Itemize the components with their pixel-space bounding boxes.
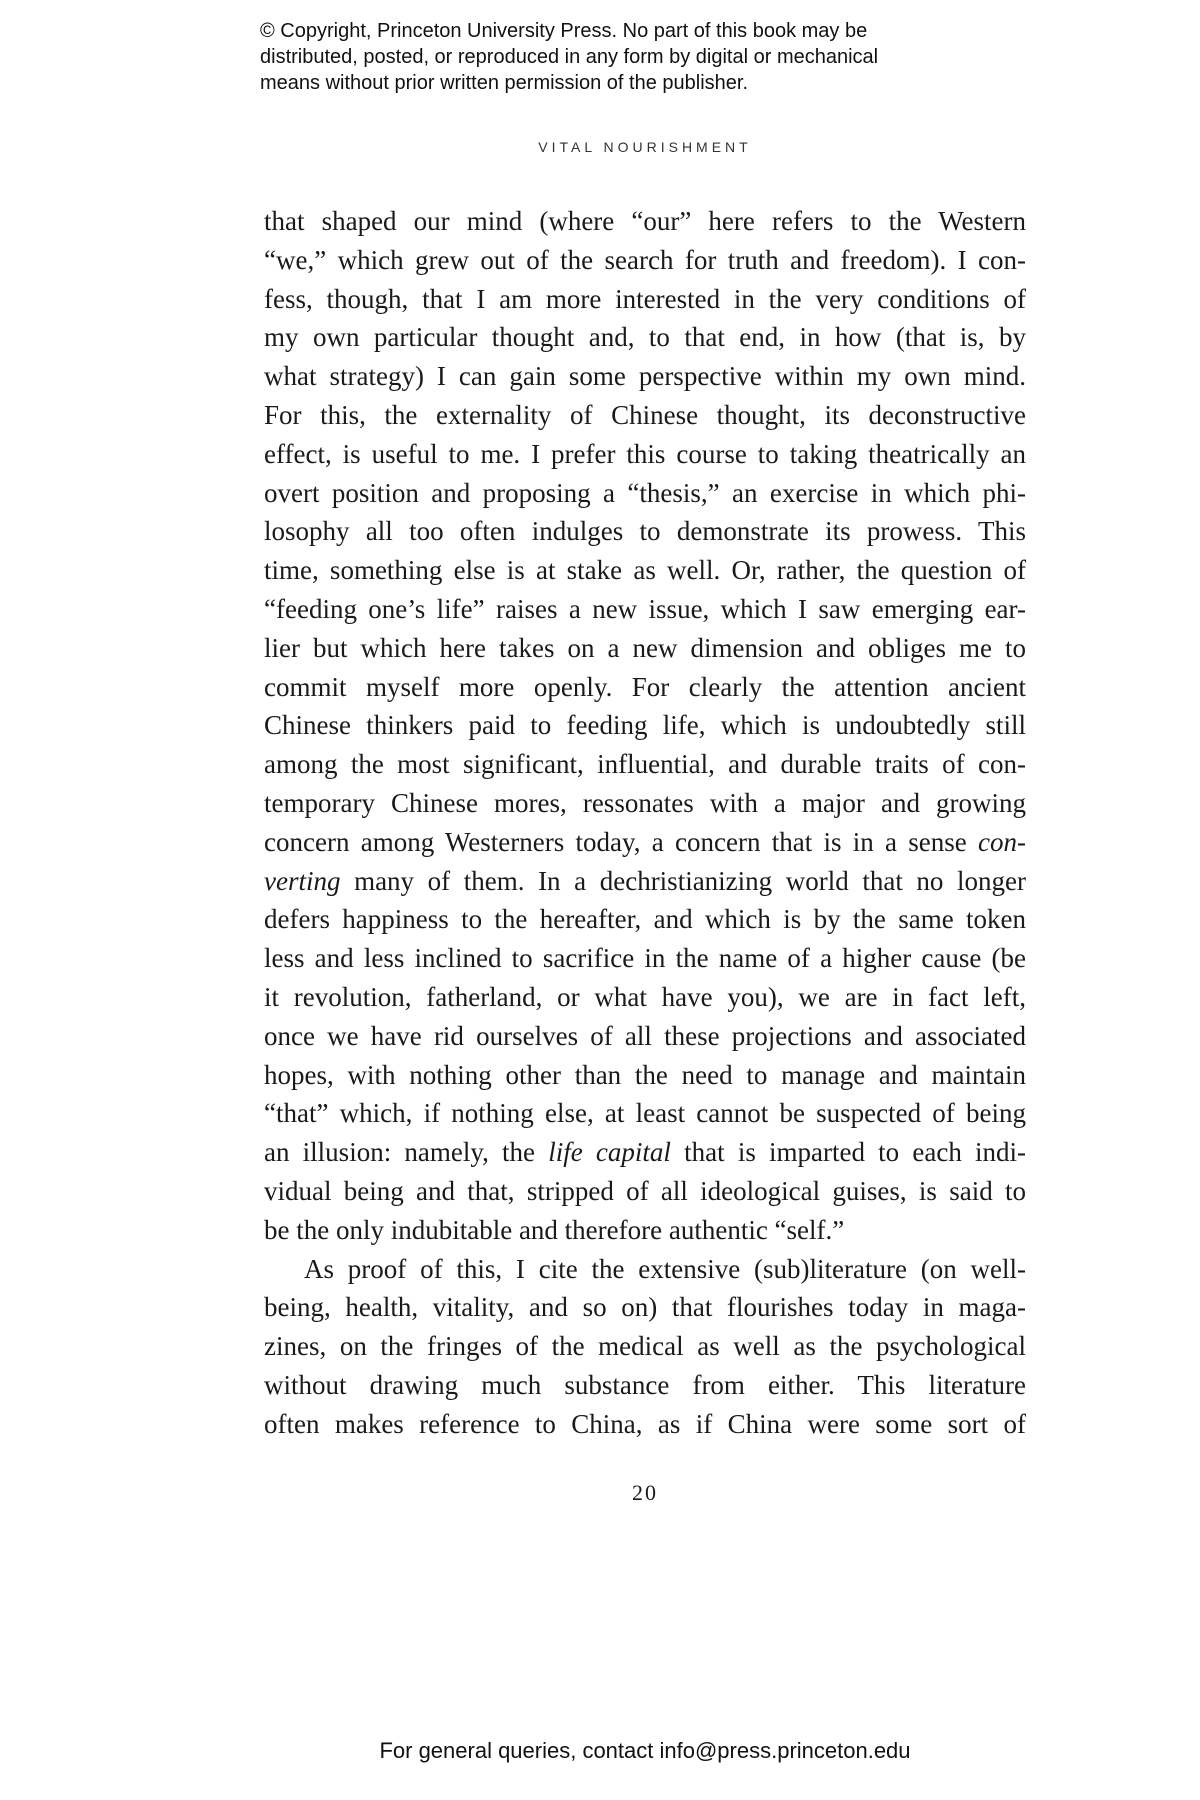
- text-line: For this, the externality of Chinese thought, its deconstructive: [264, 399, 1026, 430]
- text-line: what strategy) I can gain some perspective within my own mind.: [264, 361, 1026, 392]
- text-run: many of them. In a dechristianizing world that no longer: [340, 865, 1026, 896]
- text-line: fess, though, that I am more interested in the very conditions of: [264, 283, 1026, 314]
- text-line: time, something else is at stake as well. Or, rather, the question of: [264, 555, 1026, 586]
- text-line: vidual being and that, stripped of all ideological guises, is said to: [264, 1175, 1026, 1206]
- copyright-line: means without prior written permission of the publisher.: [260, 72, 749, 94]
- text-run: an illusion: namely, the: [264, 1137, 549, 1168]
- text-line: As proof of this, I cite the extensive (sub)literature (on well-: [304, 1253, 1026, 1284]
- footer-contact: For general queries, contact info@press.princeton.edu: [379, 1738, 911, 1763]
- text-line: without drawing much substance from either. This literature: [264, 1369, 1026, 1400]
- text-line: [264, 862, 1026, 901]
- text-run: that is imparted to each indi-: [670, 1137, 1027, 1168]
- text-line: that shaped our mind (where “our” here refers to the Western: [264, 206, 1026, 236]
- emphasis-run: life capital: [548, 1137, 671, 1168]
- text-line: [264, 1133, 1026, 1172]
- text-line: commit myself more openly. For clearly the attention ancient: [264, 671, 1026, 702]
- copyright-notice: [260, 18, 1020, 96]
- text-line: often makes reference to China, as if China were some sort of: [264, 1408, 1026, 1439]
- text-line: my own particular thought and, to that end, in how (that is, by: [264, 322, 1026, 353]
- text-line: among the most significant, influential, and durable traits of con-: [264, 749, 1026, 780]
- text-line: “that” which, if nothing else, at least cannot be suspected of being: [264, 1098, 1026, 1129]
- emphasis-run: con-: [978, 826, 1026, 857]
- text-line: “we,” which grew out of the search for truth and freedom). I con-: [264, 244, 1026, 275]
- copyright-line: © Copyright, Princeton University Press. No part of this book may be: [260, 20, 868, 42]
- text-line: it revolution, fatherland, or what have you), we are in fact left,: [264, 981, 1026, 1012]
- text-line: once we have rid ourselves of all these projections and associated: [264, 1020, 1026, 1051]
- text-line: temporary Chinese mores, ressonates with a major and growing: [264, 787, 1026, 818]
- text-line: losophy all too often indulges to demonstrate its prowess. This: [264, 516, 1026, 547]
- text-line: less and less inclined to sacrifice in the name of a higher cause (be: [264, 943, 1026, 974]
- text-run: concern among Westerners today, a concern that is in a sense: [264, 826, 979, 857]
- text-line: lier but which here takes on a new dimension and obliges me to: [264, 632, 1026, 663]
- emphasis-run: verting: [264, 865, 341, 896]
- text-line: hopes, with nothing other than the need to manage and maintain: [264, 1059, 1026, 1090]
- text-line: effect, is useful to me. I prefer this course to taking theatrically an: [264, 438, 1026, 469]
- body-text: [264, 202, 1026, 1444]
- text-line: be the only indubitable and therefore authentic “self.”: [264, 1214, 845, 1245]
- page-number: 20: [632, 1480, 658, 1505]
- text-line: zines, on the fringes of the medical as well as the psychological: [264, 1331, 1026, 1362]
- copyright-line: distributed, posted, or reproduced in any form by digital or mechanical: [260, 46, 879, 68]
- text-line: “feeding one’s life” raises a new issue, which I saw emerging ear-: [264, 593, 1026, 624]
- text-line: Chinese thinkers paid to feeding life, which is undoubtedly still: [264, 710, 1026, 741]
- text-line: being, health, vitality, and so on) that flourishes today in maga-: [264, 1292, 1026, 1323]
- text-line: overt position and proposing a “thesis,” an exercise in which phi-: [264, 477, 1026, 508]
- text-line: [264, 823, 1026, 862]
- text-line: defers happiness to the hereafter, and which is by the same token: [264, 904, 1026, 935]
- running-head: VITAL NOURISHMENT: [538, 139, 752, 155]
